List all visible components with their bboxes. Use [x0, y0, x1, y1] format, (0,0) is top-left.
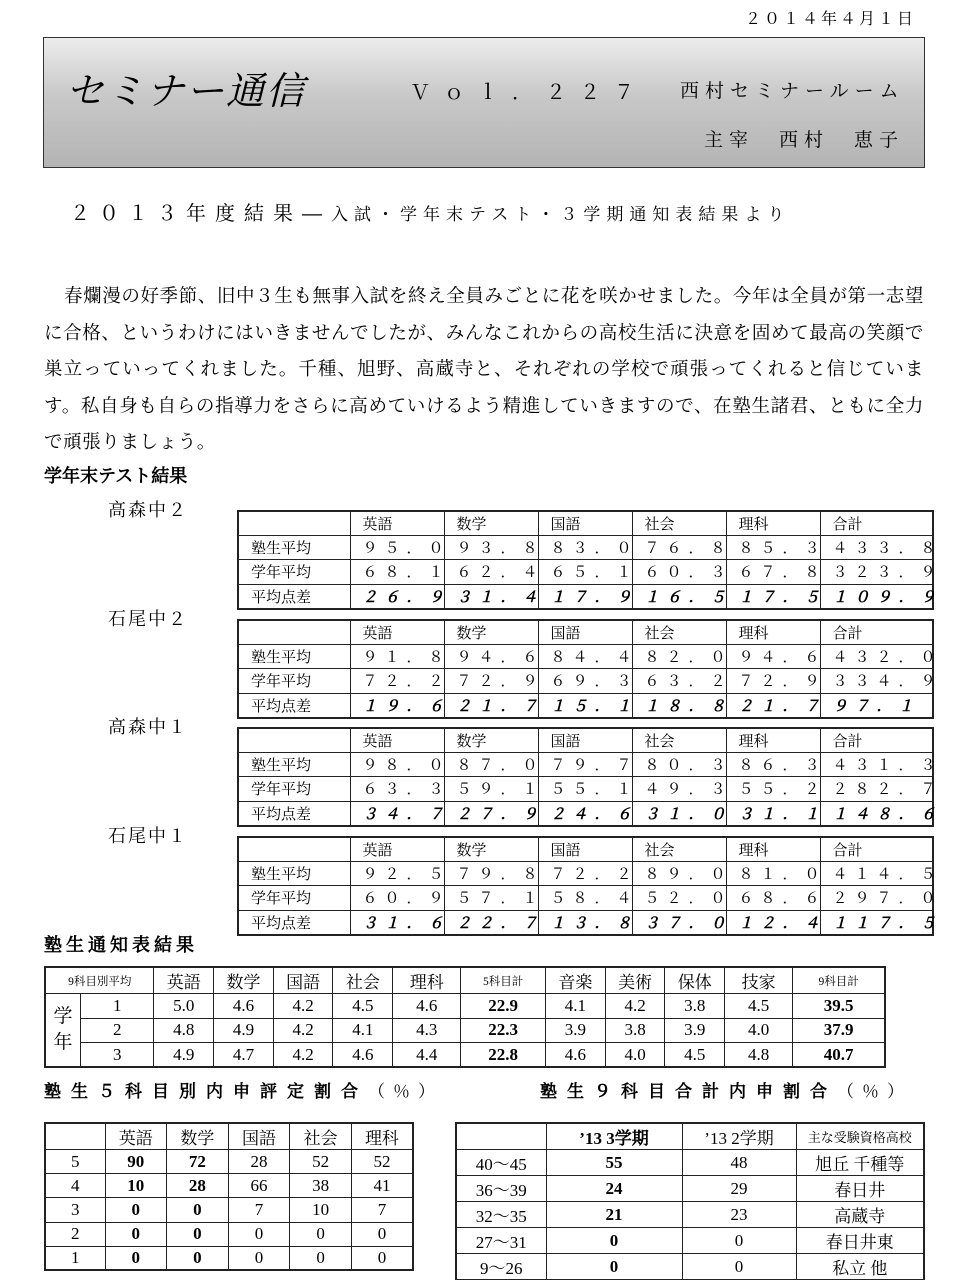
pct5-value: 90	[105, 1150, 167, 1174]
report-value: 4.5	[725, 994, 793, 1019]
school-name: 石尾中２	[108, 609, 188, 630]
pct5-value: 10	[105, 1174, 167, 1198]
pct5-header: 数学	[167, 1123, 229, 1150]
test-row	[238, 886, 933, 910]
score-cell: ４３３．８	[820, 535, 933, 559]
pct5-value: 7	[351, 1198, 413, 1222]
school-name: 高森中１	[108, 717, 188, 738]
score-cell: ６２．４	[444, 560, 538, 584]
test-row	[238, 560, 933, 584]
pct9-title	[540, 1077, 912, 1102]
pct9-row	[456, 1228, 924, 1254]
pct5-value: 72	[167, 1150, 229, 1174]
subject-header: 合計	[820, 620, 933, 644]
score-cell: ８２．０	[632, 644, 726, 668]
score-cell: ５２．０	[632, 886, 726, 910]
subject-header: 社会	[632, 511, 726, 535]
report-value: 4.1	[333, 1018, 393, 1043]
score-cell: ２４．６	[538, 801, 632, 825]
test-row	[238, 644, 933, 668]
school-name: 石尾中１	[108, 826, 188, 847]
subject-header: 英語	[350, 837, 444, 861]
pct9-school: 高蔵寺	[796, 1202, 924, 1228]
pct5-value: 52	[351, 1150, 413, 1174]
report-value: 4.1	[546, 994, 606, 1019]
test-row	[238, 535, 933, 559]
grade-label-char: 学	[53, 1006, 73, 1027]
report-value: 3.8	[605, 1018, 665, 1043]
pct9-current: 24	[546, 1176, 682, 1202]
score-cell: １０９．９	[820, 584, 933, 608]
pct5-value: 0	[167, 1222, 229, 1246]
score-cell: １９．６	[350, 693, 444, 717]
report-value: 4.7	[214, 1043, 274, 1068]
corner-cell	[238, 511, 350, 535]
report-value: 3.9	[546, 1018, 606, 1043]
pct9-school: 旭丘 千種等	[796, 1150, 924, 1176]
report-value: 4.3	[393, 1018, 461, 1043]
subject-header: 国語	[538, 511, 632, 535]
pct5-value: 0	[290, 1222, 352, 1246]
score-cell: ５５．１	[538, 777, 632, 801]
test-header-row	[238, 620, 933, 644]
score-cell: ４３１．３	[820, 752, 933, 776]
report-header: 保体	[665, 967, 725, 994]
report-value: 3.8	[665, 994, 725, 1019]
pct5-unit: （％）	[368, 1082, 443, 1102]
pct9-previous: 48	[682, 1150, 796, 1176]
pct5-value: 0	[167, 1198, 229, 1222]
intro-paragraph: 春爛漫の好季節、旧中３生も無事入試を終え全員みごとに花を咲かせました。今年は全員が第一志望に合格、というわけにはいきませんでしたが、みんなこれからの高校生活に決意を固めて最高の笑顔で巣立っていってくれました。千種、旭野、高蔵寺と、それぞれの学校で頑張ってくれると信じています。私自身も自らの指導力をさらに高めていけるよう精進していきますので、在塾生諸君、ともに全力で頑張りましょう。	[44, 286, 924, 453]
score-cell: ７９．８	[444, 861, 538, 885]
report-value: 4.9	[154, 1043, 214, 1068]
score-cell: ８０．３	[632, 752, 726, 776]
report-value: 37.9	[793, 1018, 885, 1043]
score-cell: ４９．３	[632, 777, 726, 801]
subject-header: 合計	[820, 837, 933, 861]
score-cell: ２８２．７	[820, 777, 933, 801]
pct9-school: 春日井	[796, 1176, 924, 1202]
pct9-corner	[456, 1123, 546, 1150]
subject-header: 理科	[726, 511, 820, 535]
score-cell: ６３．３	[350, 777, 444, 801]
pct5-value: 41	[351, 1174, 413, 1198]
score-cell: ８９．０	[632, 861, 726, 885]
score-cell: ７９．７	[538, 752, 632, 776]
report-header: 英語	[154, 967, 214, 994]
score-cell: ７２．２	[538, 861, 632, 885]
pct5-value: 28	[167, 1174, 229, 1198]
test-row	[238, 777, 933, 801]
report-value: 4.6	[333, 1043, 393, 1068]
pct5-row	[45, 1198, 413, 1222]
pct5-value: 0	[351, 1222, 413, 1246]
pct5-corner	[45, 1123, 105, 1150]
row-label: 学年平均	[238, 669, 350, 693]
subject-header: 合計	[820, 728, 933, 752]
test-row	[238, 669, 933, 693]
score-cell: ８５．３	[726, 535, 820, 559]
score-cell: １５．１	[538, 693, 632, 717]
score-cell: ６８．１	[350, 560, 444, 584]
pct9-current: 0	[546, 1254, 682, 1280]
test-table	[237, 836, 943, 936]
report-header: 国語	[273, 967, 333, 994]
newsletter-title: セミナー通信	[66, 69, 307, 113]
row-label: 平均点差	[238, 693, 350, 717]
report-value: 39.5	[793, 994, 885, 1019]
test-row	[238, 861, 933, 885]
score-cell: ７２．９	[444, 669, 538, 693]
test-section-title: 学年末テスト結果	[44, 466, 188, 487]
subject-header: 理科	[726, 728, 820, 752]
report-header: 5科目計	[461, 967, 546, 994]
pct9-table	[455, 1122, 925, 1280]
pct5-value: 0	[105, 1198, 167, 1222]
report-value: 4.5	[665, 1043, 725, 1068]
score-cell: ５７．１	[444, 886, 538, 910]
test-table	[237, 727, 943, 827]
pct5-header-row	[45, 1123, 413, 1150]
pct9-current: 0	[546, 1228, 682, 1254]
grade-number: 3	[81, 1043, 154, 1068]
pct5-value: 0	[105, 1222, 167, 1246]
report-value: 4.2	[605, 994, 665, 1019]
score-cell: ７６．８	[632, 535, 726, 559]
subject-header: 社会	[632, 728, 726, 752]
report-row	[45, 1018, 885, 1043]
score-cell: ６８．６	[726, 886, 820, 910]
pct9-row	[456, 1202, 924, 1228]
row-label: 塾生平均	[238, 535, 350, 559]
organization-name: 西村セミナールーム	[680, 80, 905, 102]
row-label: 塾生平均	[238, 861, 350, 885]
pct5-value: 28	[228, 1150, 290, 1174]
pct9-previous: 23	[682, 1202, 796, 1228]
pct5-row	[45, 1174, 413, 1198]
grade-label	[45, 994, 81, 1068]
headline-main: ２０１３年度結果―	[70, 201, 331, 225]
score-cell: １３．８	[538, 910, 632, 934]
pct5-header: 社会	[290, 1123, 352, 1150]
pct5-title-text: 塾生５科目別内申評定割合	[44, 1082, 368, 1102]
score-cell: １２．４	[726, 910, 820, 934]
pct9-row	[456, 1254, 924, 1280]
row-label: 平均点差	[238, 584, 350, 608]
report-section-title: 塾生通知表結果	[44, 935, 198, 956]
pct5-value: 0	[351, 1246, 413, 1270]
subject-header: 理科	[726, 620, 820, 644]
score-cell: ５９．１	[444, 777, 538, 801]
pct9-current: 21	[546, 1202, 682, 1228]
pct9-school: 私立 他	[796, 1254, 924, 1280]
score-cell: ６９．３	[538, 669, 632, 693]
report-value: 40.7	[793, 1043, 885, 1068]
score-cell: ３４．７	[350, 801, 444, 825]
pct9-header-row	[456, 1123, 924, 1150]
score-cell: ５８．４	[538, 886, 632, 910]
grade-number: 2	[81, 1018, 154, 1043]
headline	[70, 197, 790, 226]
score-cell: ４１４．５	[820, 861, 933, 885]
test-row	[238, 910, 933, 934]
score-cell: １１７．５	[820, 910, 933, 934]
report-value: 22.8	[461, 1043, 546, 1068]
issue-date: ２０１４年４月１日	[744, 9, 916, 28]
score-cell: ８７．０	[444, 752, 538, 776]
pct9-range: 36～39	[456, 1176, 546, 1202]
score-cell: ３１．６	[350, 910, 444, 934]
score-cell: ９１．８	[350, 644, 444, 668]
subject-header: 社会	[632, 620, 726, 644]
report-value: 22.3	[461, 1018, 546, 1043]
subject-header: 理科	[726, 837, 820, 861]
score-cell: １７．９	[538, 584, 632, 608]
score-cell: ６３．２	[632, 669, 726, 693]
score-cell: ４３２．０	[820, 644, 933, 668]
report-value: 4.9	[214, 1018, 274, 1043]
score-cell: ５５．２	[726, 777, 820, 801]
report-value: 4.2	[273, 1018, 333, 1043]
score-cell: ２７．９	[444, 801, 538, 825]
score-cell: ８１．０	[726, 861, 820, 885]
test-header-row	[238, 837, 933, 861]
pct5-grade: 3	[45, 1198, 105, 1222]
report-value: 4.6	[214, 994, 274, 1019]
pct5-value: 0	[167, 1246, 229, 1270]
test-row	[238, 752, 933, 776]
pct5-grade: 2	[45, 1222, 105, 1246]
score-cell: ９２．５	[350, 861, 444, 885]
score-cell: ３７．０	[632, 910, 726, 934]
score-cell: ２１．７	[444, 693, 538, 717]
score-cell: ３１．１	[726, 801, 820, 825]
test-row	[238, 584, 933, 608]
score-cell: ３２３．９	[820, 560, 933, 584]
pct5-grade: 5	[45, 1150, 105, 1174]
row-label: 塾生平均	[238, 644, 350, 668]
score-cell: ８４．４	[538, 644, 632, 668]
pct5-grade: 4	[45, 1174, 105, 1198]
subject-header: 数学	[444, 511, 538, 535]
report-value: 4.8	[725, 1043, 793, 1068]
corner-cell	[238, 728, 350, 752]
pct5-row	[45, 1222, 413, 1246]
report-value: 4.2	[273, 1043, 333, 1068]
score-cell: １８．８	[632, 693, 726, 717]
pct5-value: 0	[105, 1246, 167, 1270]
pct5-table	[44, 1122, 414, 1271]
pct9-range: 32～35	[456, 1202, 546, 1228]
report-header: 9科目計	[793, 967, 885, 994]
row-label: 平均点差	[238, 801, 350, 825]
report-row	[45, 994, 885, 1019]
pct9-previous: 0	[682, 1228, 796, 1254]
report-header: 理科	[393, 967, 461, 994]
pct9-range: 9～26	[456, 1254, 546, 1280]
report-value: 4.5	[333, 994, 393, 1019]
subject-header: 英語	[350, 728, 444, 752]
score-cell: ７２．９	[726, 669, 820, 693]
report-value: 4.0	[725, 1018, 793, 1043]
report-row	[45, 1043, 885, 1068]
volume-number: Ｖｏｌ．２２７	[410, 80, 648, 104]
report-header: 音楽	[546, 967, 606, 994]
report-value: 4.4	[393, 1043, 461, 1068]
subject-header: 社会	[632, 837, 726, 861]
report-card-table	[44, 966, 886, 1068]
score-cell: ８３．０	[538, 535, 632, 559]
report-header-row	[45, 967, 885, 994]
row-label: 学年平均	[238, 886, 350, 910]
pct5-grade: 1	[45, 1246, 105, 1270]
pct9-previous: 0	[682, 1254, 796, 1280]
pct5-value: 0	[290, 1246, 352, 1270]
subject-header: 国語	[538, 728, 632, 752]
pct5-value: 7	[228, 1198, 290, 1222]
test-table	[237, 619, 943, 719]
score-cell: ２１．７	[726, 693, 820, 717]
score-cell: ３３４．９	[820, 669, 933, 693]
pct5-header: 英語	[105, 1123, 167, 1150]
host-name: 主宰 西村 恵子	[704, 129, 905, 151]
row-label: 学年平均	[238, 560, 350, 584]
pct9-range: 27～31	[456, 1228, 546, 1254]
score-cell: ６７．８	[726, 560, 820, 584]
row-label: 学年平均	[238, 777, 350, 801]
report-value: 4.0	[605, 1043, 665, 1068]
pct5-row	[45, 1246, 413, 1270]
school-name: 高森中２	[108, 500, 188, 521]
report-value: 22.9	[461, 994, 546, 1019]
pct9-row	[456, 1176, 924, 1202]
grade-number: 1	[81, 994, 154, 1019]
grade-label-char: 年	[53, 1032, 73, 1053]
score-cell: ２２．７	[444, 910, 538, 934]
pct5-header: 国語	[228, 1123, 290, 1150]
score-cell: ９４．６	[726, 644, 820, 668]
pct5-header: 理科	[351, 1123, 413, 1150]
subject-header: 英語	[350, 620, 444, 644]
report-value: 4.6	[546, 1043, 606, 1068]
score-cell: ２９７．０	[820, 886, 933, 910]
row-label: 塾生平均	[238, 752, 350, 776]
score-cell: ９７．１	[820, 693, 933, 717]
score-cell: ９４．６	[444, 644, 538, 668]
subject-header: 数学	[444, 728, 538, 752]
score-cell: １６．５	[632, 584, 726, 608]
score-cell: ９５．０	[350, 535, 444, 559]
pct9-school: 春日井東	[796, 1228, 924, 1254]
report-value: 4.2	[273, 994, 333, 1019]
score-cell: ９３．８	[444, 535, 538, 559]
score-cell: ７２．２	[350, 669, 444, 693]
pct9-header: ’13 3学期	[546, 1123, 682, 1150]
subject-header: 数学	[444, 620, 538, 644]
newsletter-header	[43, 37, 925, 168]
report-corner: 9科目別平均	[45, 967, 154, 994]
pct9-header: ’13 2学期	[682, 1123, 796, 1150]
score-cell: ３１．０	[632, 801, 726, 825]
pct5-value: 0	[228, 1222, 290, 1246]
report-header: 美術	[605, 967, 665, 994]
pct9-row	[456, 1150, 924, 1176]
pct5-row	[45, 1150, 413, 1174]
test-header-row	[238, 511, 933, 535]
score-cell: ８６．３	[726, 752, 820, 776]
pct5-value: 10	[290, 1198, 352, 1222]
corner-cell	[238, 837, 350, 861]
score-cell: ９８．０	[350, 752, 444, 776]
report-header: 社会	[333, 967, 393, 994]
subject-header: 国語	[538, 620, 632, 644]
pct9-unit: （％）	[837, 1082, 912, 1102]
score-cell: １７．５	[726, 584, 820, 608]
pct9-title-text: 塾生９科目合計内申割合	[540, 1082, 837, 1102]
pct9-header: 主な受験資格高校	[796, 1123, 924, 1150]
report-value: 4.8	[154, 1018, 214, 1043]
test-table	[237, 510, 943, 610]
report-value: 4.6	[393, 994, 461, 1019]
pct9-range: 40～45	[456, 1150, 546, 1176]
subject-header: 数学	[444, 837, 538, 861]
headline-sub: 入試・学年末テスト・３学期通知表結果より	[331, 205, 791, 225]
test-row	[238, 693, 933, 717]
report-value: 3.9	[665, 1018, 725, 1043]
subject-header: 合計	[820, 511, 933, 535]
score-cell: ６０．３	[632, 560, 726, 584]
score-cell: ３１．４	[444, 584, 538, 608]
test-header-row	[238, 728, 933, 752]
pct9-previous: 29	[682, 1176, 796, 1202]
score-cell: ６０．９	[350, 886, 444, 910]
subject-header: 英語	[350, 511, 444, 535]
score-cell: １４８．６	[820, 801, 933, 825]
pct5-value: 52	[290, 1150, 352, 1174]
corner-cell	[238, 620, 350, 644]
row-label: 平均点差	[238, 910, 350, 934]
test-row	[238, 801, 933, 825]
pct5-value: 38	[290, 1174, 352, 1198]
pct5-value: 66	[228, 1174, 290, 1198]
report-value: 5.0	[154, 994, 214, 1019]
subject-header: 国語	[538, 837, 632, 861]
pct5-value: 0	[228, 1246, 290, 1270]
pct9-current: 55	[546, 1150, 682, 1176]
score-cell: ２６．９	[350, 584, 444, 608]
report-header: 数学	[214, 967, 274, 994]
score-cell: ６５．１	[538, 560, 632, 584]
report-header: 技家	[725, 967, 793, 994]
pct5-title	[44, 1077, 443, 1102]
